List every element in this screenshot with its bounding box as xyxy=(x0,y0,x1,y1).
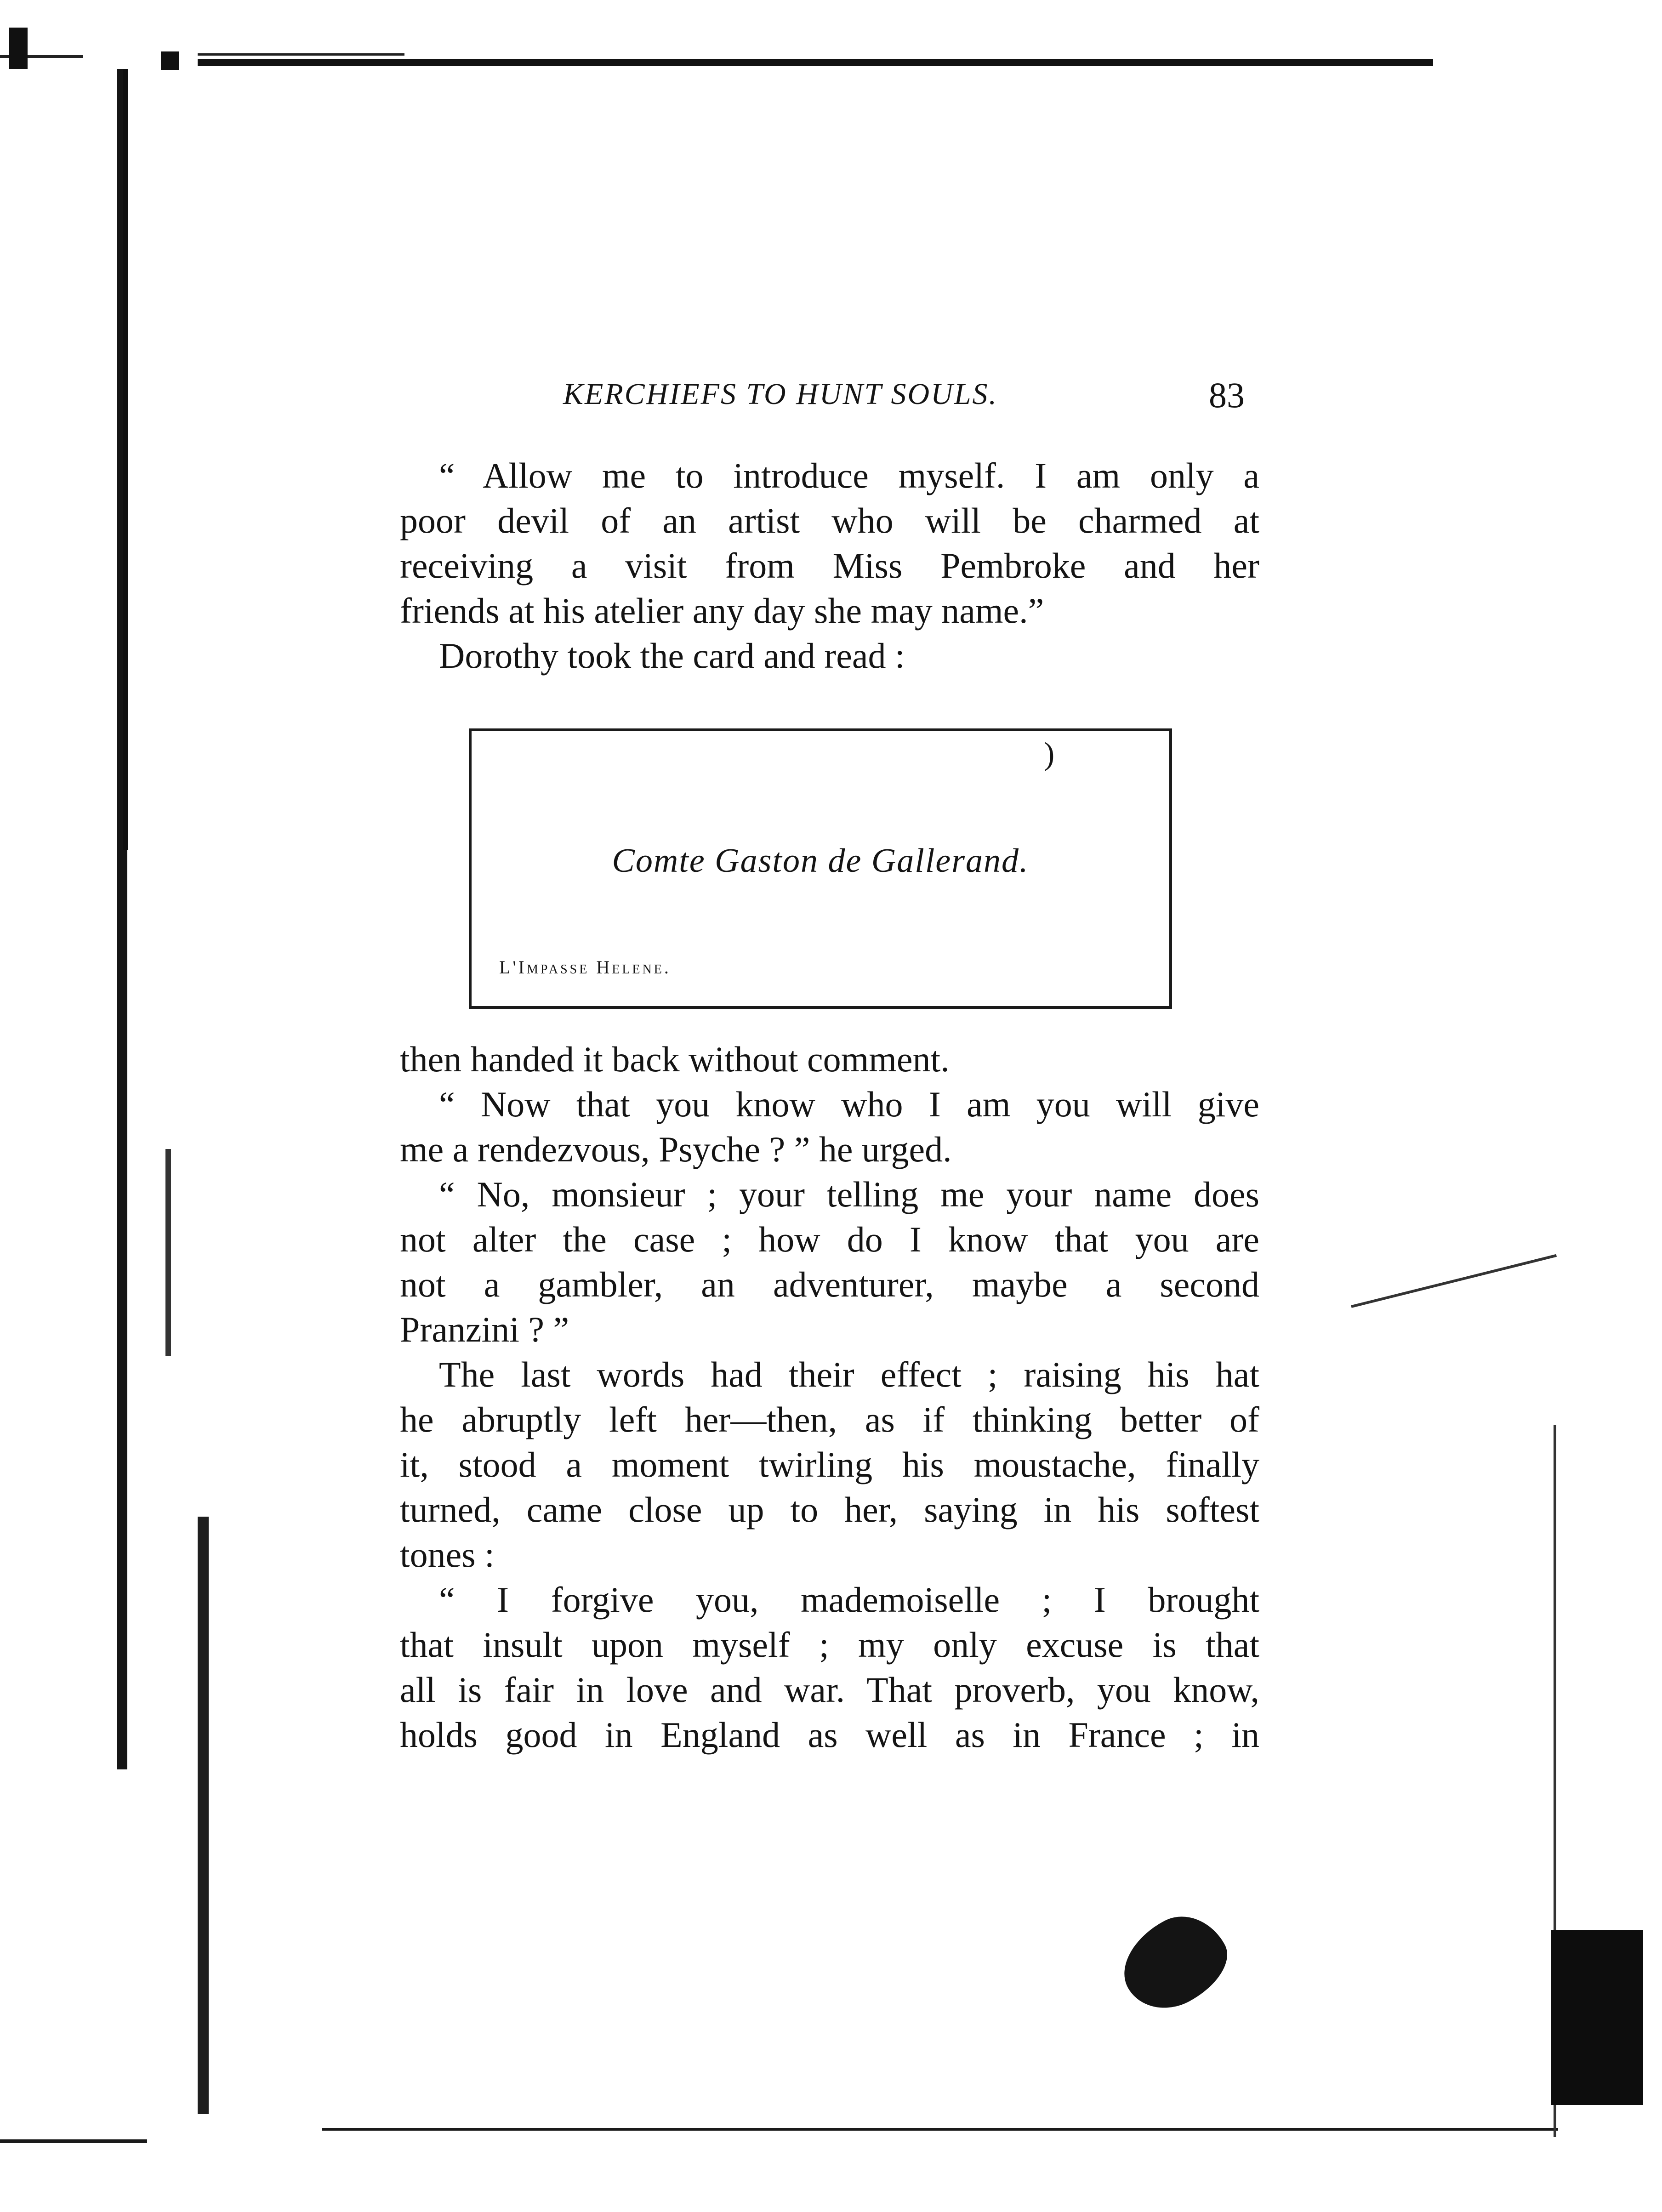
bottom-border-rule xyxy=(322,2128,1558,2131)
card-address: L'Impasse Helene. xyxy=(499,957,671,978)
text-line: not alter the case ; how do I know that you are xyxy=(400,1219,1259,1259)
scan-fragment xyxy=(0,2139,147,2143)
text-line: “ No, monsieur ; your telling me your name does xyxy=(439,1174,1259,1214)
text-line: holds good in England as well as in France ; in xyxy=(400,1715,1259,1755)
text-line: Dorothy took the card and read : xyxy=(439,636,905,676)
text-line: receiving a visit from Miss Pembroke and her xyxy=(400,546,1259,586)
stray-mark xyxy=(1351,1254,1557,1308)
binding-edge xyxy=(165,1149,171,1356)
text-line: not a gambler, an adventurer, maybe a second xyxy=(400,1264,1259,1304)
text-line: The last words had their effect ; raising his hat xyxy=(439,1354,1259,1394)
text-line: all is fair in love and war. That proverb, you know, xyxy=(400,1670,1259,1710)
card-mark: ) xyxy=(1044,736,1055,772)
top-rule-thin xyxy=(198,53,404,56)
card-name: Comte Gaston de Gallerand. xyxy=(612,842,1029,880)
text-line: poor devil of an artist who will be charmed at xyxy=(400,500,1259,540)
binding-edge xyxy=(123,69,128,850)
scan-fragment xyxy=(9,28,28,69)
page-number: 83 xyxy=(1209,375,1245,415)
text-line: then handed it back without comment. xyxy=(400,1039,950,1079)
text-line: “ I forgive you, mademoiselle ; I brought xyxy=(439,1580,1259,1620)
scan-black-block xyxy=(1551,1930,1643,2105)
text-line: tones : xyxy=(400,1535,495,1575)
text-line: it, stood a moment twirling his moustache, finally xyxy=(400,1444,1259,1484)
text-line: Pranzini ? ” xyxy=(400,1309,569,1349)
calling-card xyxy=(469,728,1172,1009)
text-line: turned, came close up to her, saying in his softest xyxy=(400,1490,1259,1530)
text-line: me a rendezvous, Psyche ? ” he urged. xyxy=(400,1129,952,1169)
text-line: that insult upon myself ; my only excuse is that xyxy=(400,1625,1259,1665)
scan-fragment xyxy=(161,51,179,70)
text-line: friends at his atelier any day she may name.” xyxy=(400,591,1044,631)
top-border-rule xyxy=(198,59,1433,66)
binding-edge xyxy=(198,1517,209,2114)
ink-blot xyxy=(1108,1901,1241,2024)
text-line: he abruptly left her—then, as if thinking better of xyxy=(400,1399,1259,1439)
running-head: KERCHIEFS TO HUNT SOULS. xyxy=(563,377,998,411)
text-line: “ Allow me to introduce myself. I am only a xyxy=(439,455,1259,495)
text-line: “ Now that you know who I am you will give xyxy=(439,1084,1259,1124)
